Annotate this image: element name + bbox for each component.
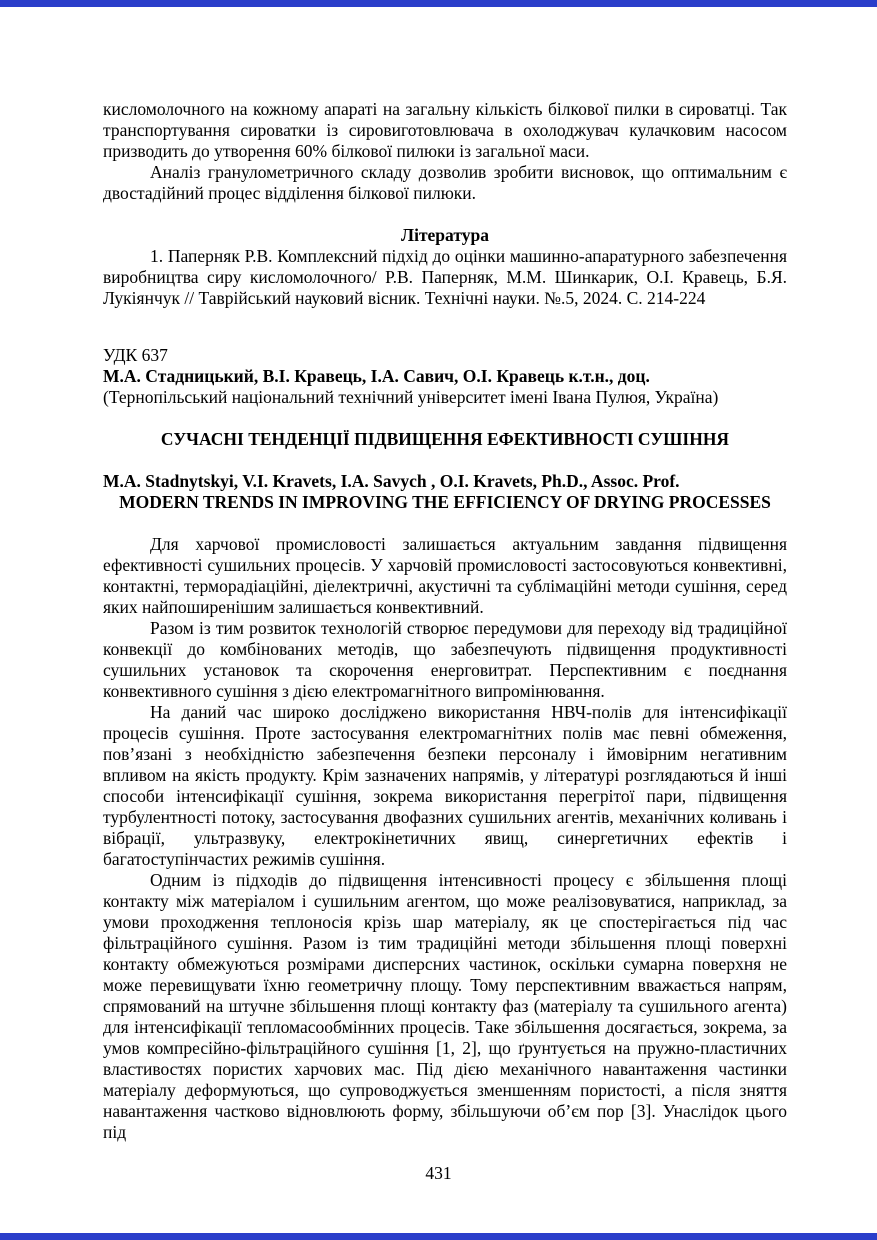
previous-article-continuation-paragraph: кисломолочного на кожному апараті на загальну кількість білкової пилки в сироватці. Так транспортування сироватки із сировиготовлювача в охолоджувач кулачковим насосом призводить до утворення 60% білкової пилюки із загальної маси.: [103, 99, 787, 161]
page-content: [103, 99, 787, 1143]
previous-article-conclusion-paragraph: Аналіз гранулометричного складу дозволив зробити висновок, що оптимальним є двостадійний процес відділення білкової пилюки.: [103, 162, 787, 203]
article-title-en: MODERN TRENDS IN IMPROVING THE EFFICIENCY OF DRYING PROCESSES: [119, 492, 771, 512]
authors-ua: М.А. Стадницький, В.І. Кравець, І.А. Савич, О.І. Кравець к.т.н., доц.: [103, 366, 650, 386]
body-paragraph: Одним із підходів до підвищення інтенсивності процесу є збільшення площі контакту між матеріалом і сушильним агентом, що може реалізовуватися, наприклад, за умови проходження теплоносія крізь шар матеріалу, як це спостерігається під час фільтраційного сушіння. Разом із тим традиційні методи збільшення площі поверхні контакту обмежуються розмірами дисперсних частинок, оскільки сумарна поверхня не може перевищувати їхню геометричну площу. Тому перспективним вважається напрям, спрямований на штучне збільшення площі контакту фаз (матеріалу та сушильного агента) для інтенсифікації тепломасообмінних процесів. Таке збільшення досягається, зокрема, за умов компресійно-фільтраційного сушіння [1, 2], що ґрунтується на пружно-пластичних властивостях пористих харчових мас. Під дією механічного навантаження частинки матеріалу деформуються, що супроводжується зменшенням пористості, а після зняття навантаження частково відновлюють форму, збільшуючи об’єм пор [3]. Унаслідок цього під: [103, 870, 787, 1142]
page-number: 431: [425, 1163, 452, 1183]
literature-heading: Література: [401, 225, 489, 245]
body-paragraph: Для харчової промисловості залишається актуальним завдання підвищення ефективності сушильних процесів. У харчовій промисловості застосовуються конвективні, контактні, терморадіаційні, діелектричні, акустичні та сублімаційні методи сушіння, серед яких найпоширенішим залишається конвективний.: [103, 534, 787, 617]
top-scan-artifact-bar: [0, 0, 877, 7]
affiliation: (Тернопільський національний технічний університет імені Івана Пулюя, Україна): [103, 387, 719, 407]
udc-code: УДК 637: [103, 345, 168, 365]
body-paragraph: На даний час широко досліджено використання НВЧ-полів для інтенсифікації процесів сушіння. Проте застосування електромагнітних полів має певні обмеження, пов’язані з необхідністю забезпечення безпеки персоналу і ймовірним негативним впливом на якість продукту. Крім зазначених напрямів, у літературі розглядаються й інші способи інтенсифікації сушіння, зокрема використання перегрітої пари, підвищення турбулентності потоку, застосування двофазних сушильних агентів, механічних коливань і вібрації, ультразвуку, електрокінетичних явищ, синергетичних ефектів і багатоступінчастих режимів сушіння.: [103, 702, 787, 869]
reference-item: 1. Паперняк Р.В. Комплексний підхід до оцінки машинно-апаратурного забезпечення виробництва сиру кисломолочного/ Р.В. Паперняк, М.М. Шинкарик, О.І. Кравець, Б.Я. Лукіянчук // Таврійський науковий вісник. Технічні науки. №.5, 2024. С. 214-224: [103, 246, 787, 308]
article-title-ua: СУЧАСНІ ТЕНДЕНЦІЇ ПІДВИЩЕННЯ ЕФЕКТИВНОСТІ СУШІННЯ: [160, 429, 730, 449]
body-paragraph: Разом із тим розвиток технологій створює передумови для переходу від традиційної конвекції до комбінованих методів, що забезпечують підвищення продуктивності сушильних установок та скорочення енерговитрат. Перспективним є поєднання конвективного сушіння з дією електромагнітного випромінювання.: [103, 618, 787, 701]
bottom-scan-artifact-bar: [0, 1233, 877, 1240]
authors-en: M.A. Stadnytskyi, V.I. Kravets, I.A. Savych , O.I. Kravets, Ph.D., Assoc. Prof.: [103, 471, 680, 491]
